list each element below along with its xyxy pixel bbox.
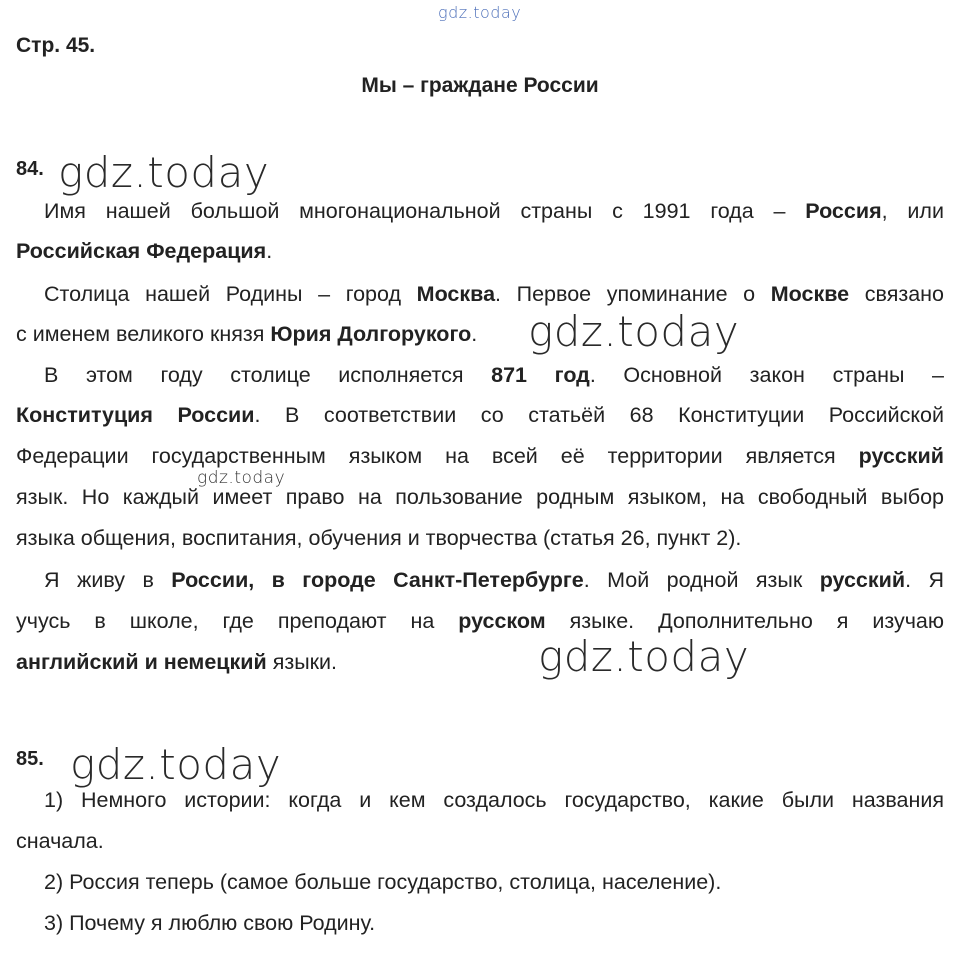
text-segment: языки.: [266, 650, 338, 674]
text-segment: языка общения, воспитания, обучения и творчества (статья 26, пункт 2).: [16, 526, 742, 550]
text-segment: , или: [881, 199, 944, 223]
ex84-line: [44, 197, 944, 225]
ex85-line: [44, 786, 944, 814]
watermark-top: gdz.today: [438, 3, 522, 22]
text-segment: . Первое упоминание о: [495, 282, 771, 306]
ex84-line: [16, 648, 337, 676]
ex84-line: [16, 401, 944, 429]
exercise-85-number: 85.: [16, 748, 44, 770]
watermark-4: gdz.today: [70, 740, 282, 789]
text-segment: .: [266, 239, 273, 263]
bold-text: Конституция России: [16, 403, 255, 427]
ex84-line: [16, 320, 477, 348]
text-segment: 2) Россия теперь (самое больше государство, столица, население).: [44, 870, 722, 894]
ex84-line: [16, 237, 272, 265]
bold-text: английский и немецкий: [16, 650, 267, 674]
watermark-1: gdz.today: [58, 148, 270, 197]
ex84-line: [44, 361, 944, 389]
bold-text: Российская Федерация: [16, 239, 267, 263]
text-segment: Имя нашей большой многонациональной страны с 1991 года –: [44, 199, 806, 223]
ex84-line: [16, 442, 944, 470]
watermark-2: gdz.today: [528, 307, 740, 356]
text-segment: Столица нашей Родины – город: [44, 282, 417, 306]
text-segment: В этом году столице исполняется: [44, 363, 492, 387]
watermark-3: gdz.today: [538, 632, 750, 681]
bold-text: русский: [858, 444, 944, 468]
bold-text: Россия: [805, 199, 882, 223]
text-segment: . Я: [905, 568, 944, 592]
text-segment: 1) Немного истории: когда и кем создалось государство, какие были названия: [44, 788, 944, 812]
page-label: Стр. 45.: [16, 34, 96, 57]
ex84-line: [44, 566, 944, 594]
text-segment: Я живу в: [44, 568, 172, 592]
bold-text: Юрия Долгорукого: [270, 322, 472, 346]
text-segment: Федерации государственным языком на всей её территории является: [16, 444, 859, 468]
text-segment: с именем великого князя: [16, 322, 271, 346]
bold-text: русский: [819, 568, 906, 592]
watermark-small: gdz.today: [197, 468, 286, 488]
ex84-line: [16, 524, 741, 552]
ex84-line: [44, 280, 944, 308]
text-segment: . Мой родной язык: [583, 568, 820, 592]
text-segment: учусь в школе, где преподают на: [16, 609, 459, 633]
bold-text: России, в городе Санкт-Петербурге: [171, 568, 584, 592]
bold-text: Москва: [416, 282, 496, 306]
bold-text: Москве: [770, 282, 850, 306]
bold-text: русском: [458, 609, 546, 633]
ex84-line: [16, 607, 944, 635]
text-segment: языке. Дополнительно я изучаю: [545, 609, 944, 633]
ex85-line: [44, 909, 375, 937]
exercise-84-number: 84.: [16, 158, 44, 180]
page-title: Мы – граждане России: [361, 74, 599, 97]
text-segment: .: [471, 322, 478, 346]
bold-text: 871 год: [491, 363, 590, 387]
text-segment: связано: [849, 282, 944, 306]
text-segment: . В соответствии со статьёй 68 Конституции Российской: [254, 403, 944, 427]
ex85-line: [44, 868, 721, 896]
text-segment: сначала.: [16, 829, 104, 853]
ex85-line: [16, 827, 104, 855]
text-segment: . Основной закон страны –: [589, 363, 944, 387]
text-segment: 3) Почему я люблю свою Родину.: [44, 911, 376, 935]
ex84-line: [16, 483, 944, 511]
text-segment: язык. Но каждый имеет право на пользование родным языком, на свободный выбор: [16, 485, 944, 509]
